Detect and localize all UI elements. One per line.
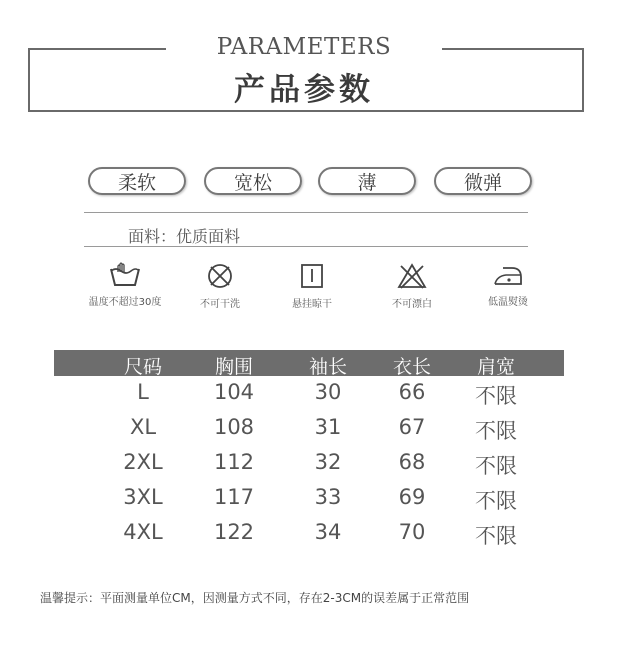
cell-size: XL [129,415,157,439]
table-row [54,446,564,481]
feature-pill-stretch: 微弹 [434,167,532,195]
table-row [54,516,564,551]
care-item-dryclean [175,262,265,310]
cell-size: 4XL [123,520,163,544]
care-label-wash: 温度不超过30度 [88,297,162,308]
table-row [54,376,564,411]
cell-shoulder: 不限 [475,384,517,408]
cell-chest: 117 [213,485,255,509]
hand-wash-icon [108,262,142,288]
iron-low-icon [492,262,524,288]
header-size: 尺码 [123,356,162,378]
cell-sleeve: 33 [314,485,342,509]
fabric-rule-top [84,212,528,213]
cell-size: 2XL [123,450,163,474]
care-item-wash [80,262,170,308]
no-bleach-icon [397,262,427,290]
cell-sleeve: 31 [314,415,342,439]
fabric-rule-bottom [84,246,528,247]
size-table-header [54,350,564,376]
table-row [54,481,564,516]
feature-pill-thin: 薄 [318,167,416,195]
measurement-note: 温馨提示：平面测量单位CM，因测量方式不同，存在2-3CM的误差属于正常范围 [40,591,470,605]
cell-chest: 104 [213,380,255,404]
feature-pill-soft: 柔软 [88,167,186,195]
fabric-text: 面料：优质面料 [128,227,241,246]
care-label-hang: 悬挂晾干 [292,299,332,310]
cell-shoulder: 不限 [475,419,517,443]
care-item-iron [463,262,553,308]
cell-chest: 108 [213,415,255,439]
cell-shoulder: 不限 [475,524,517,548]
cell-length: 70 [398,520,426,544]
hang-dry-icon [299,262,325,290]
cell-length: 68 [398,450,426,474]
cell-shoulder: 不限 [475,454,517,478]
cell-sleeve: 32 [314,450,342,474]
cell-sleeve: 30 [314,380,342,404]
cell-length: 66 [398,380,426,404]
header-chest: 胸围 [214,356,253,378]
cell-chest: 122 [213,520,255,544]
cell-size: L [137,380,149,404]
care-item-hang [267,262,357,310]
size-table [54,350,564,551]
cell-chest: 112 [213,450,255,474]
feature-pill-loose: 宽松 [204,167,302,195]
care-label-bleach: 不可漂白 [392,299,432,310]
header-shoulder: 肩宽 [476,356,515,378]
header-title-en: PARAMETERS [216,34,392,60]
header-title-cn: 产品参数 [234,72,374,108]
cell-size: 3XL [123,485,163,509]
header-sleeve: 袖长 [308,356,347,378]
cell-length: 69 [398,485,426,509]
cell-shoulder: 不限 [475,489,517,513]
cell-length: 67 [398,415,426,439]
care-item-bleach [367,262,457,310]
table-row [54,411,564,446]
no-dry-clean-icon [206,262,234,290]
care-label-dryclean: 不可干洗 [200,299,240,310]
header-length: 衣长 [392,356,431,378]
cell-sleeve: 34 [314,520,342,544]
care-label-iron: 低温熨烫 [488,297,528,308]
